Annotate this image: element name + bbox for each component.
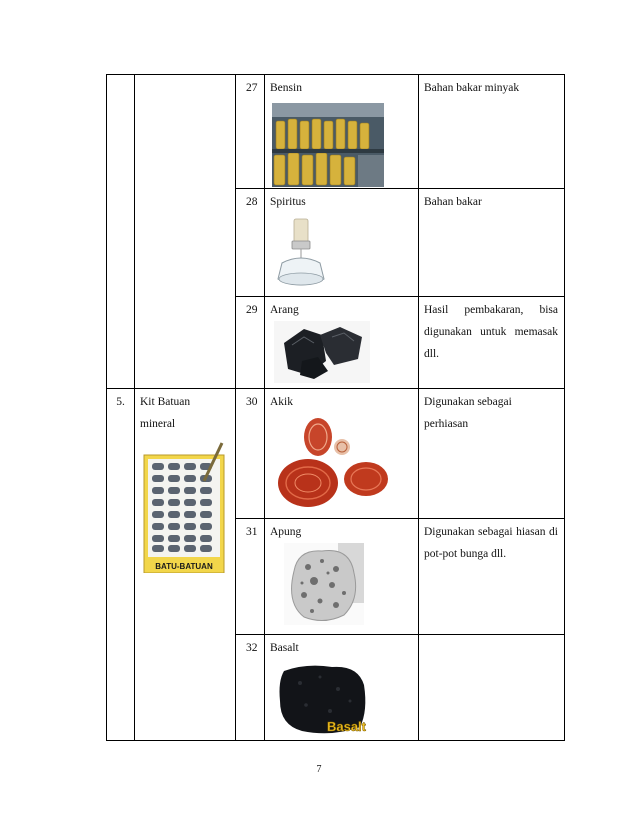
group-name: Kit Batuan mineral [140, 396, 191, 430]
arang-image [274, 321, 370, 383]
group-number: 5. [107, 389, 135, 741]
item-name: Akik [270, 396, 293, 408]
kit-batuan-image [142, 441, 226, 573]
item-name: Spiritus [270, 196, 306, 208]
row-description: Hasil pembakaran, bisa digunakan untuk memasak dll. [419, 297, 565, 389]
row-item [265, 635, 419, 741]
item-name: Basalt [270, 642, 299, 654]
bensin-image [272, 103, 384, 187]
page-number: 7 [316, 764, 322, 775]
item-name: Arang [270, 304, 299, 316]
item-name: Apung [270, 526, 302, 538]
spiritus-lamp-image [274, 217, 328, 291]
group-name-cell [135, 75, 236, 389]
row-number: 31 [236, 519, 265, 635]
group-item [135, 389, 236, 741]
row-item [265, 297, 419, 389]
materials-table [106, 74, 565, 741]
kit-box-label: BATU-BATUAN [155, 562, 213, 571]
item-name: Bensin [270, 82, 302, 94]
row-number: 30 [236, 389, 265, 519]
row-number: 28 [236, 189, 265, 297]
row-item [265, 189, 419, 297]
basalt-image [276, 661, 370, 737]
table-row [107, 75, 565, 189]
row-description: Bahan bakar [419, 189, 565, 297]
row-item [265, 389, 419, 519]
row-description [419, 635, 565, 741]
group-number-cell [107, 75, 135, 389]
row-item [265, 75, 419, 189]
row-description: Digunakan sebagai hiasan di pot-pot bunga dll. [419, 519, 565, 635]
apung-image [284, 543, 364, 625]
akik-image [274, 413, 390, 511]
row-number: 27 [236, 75, 265, 189]
row-number: 29 [236, 297, 265, 389]
row-number: 32 [236, 635, 265, 741]
row-description: Bahan bakar minyak [419, 75, 565, 189]
row-description: Digunakan sebagai perhiasan [419, 389, 565, 519]
row-item [265, 519, 419, 635]
table-row [107, 389, 565, 519]
basalt-image-label: Basalt [326, 719, 366, 734]
